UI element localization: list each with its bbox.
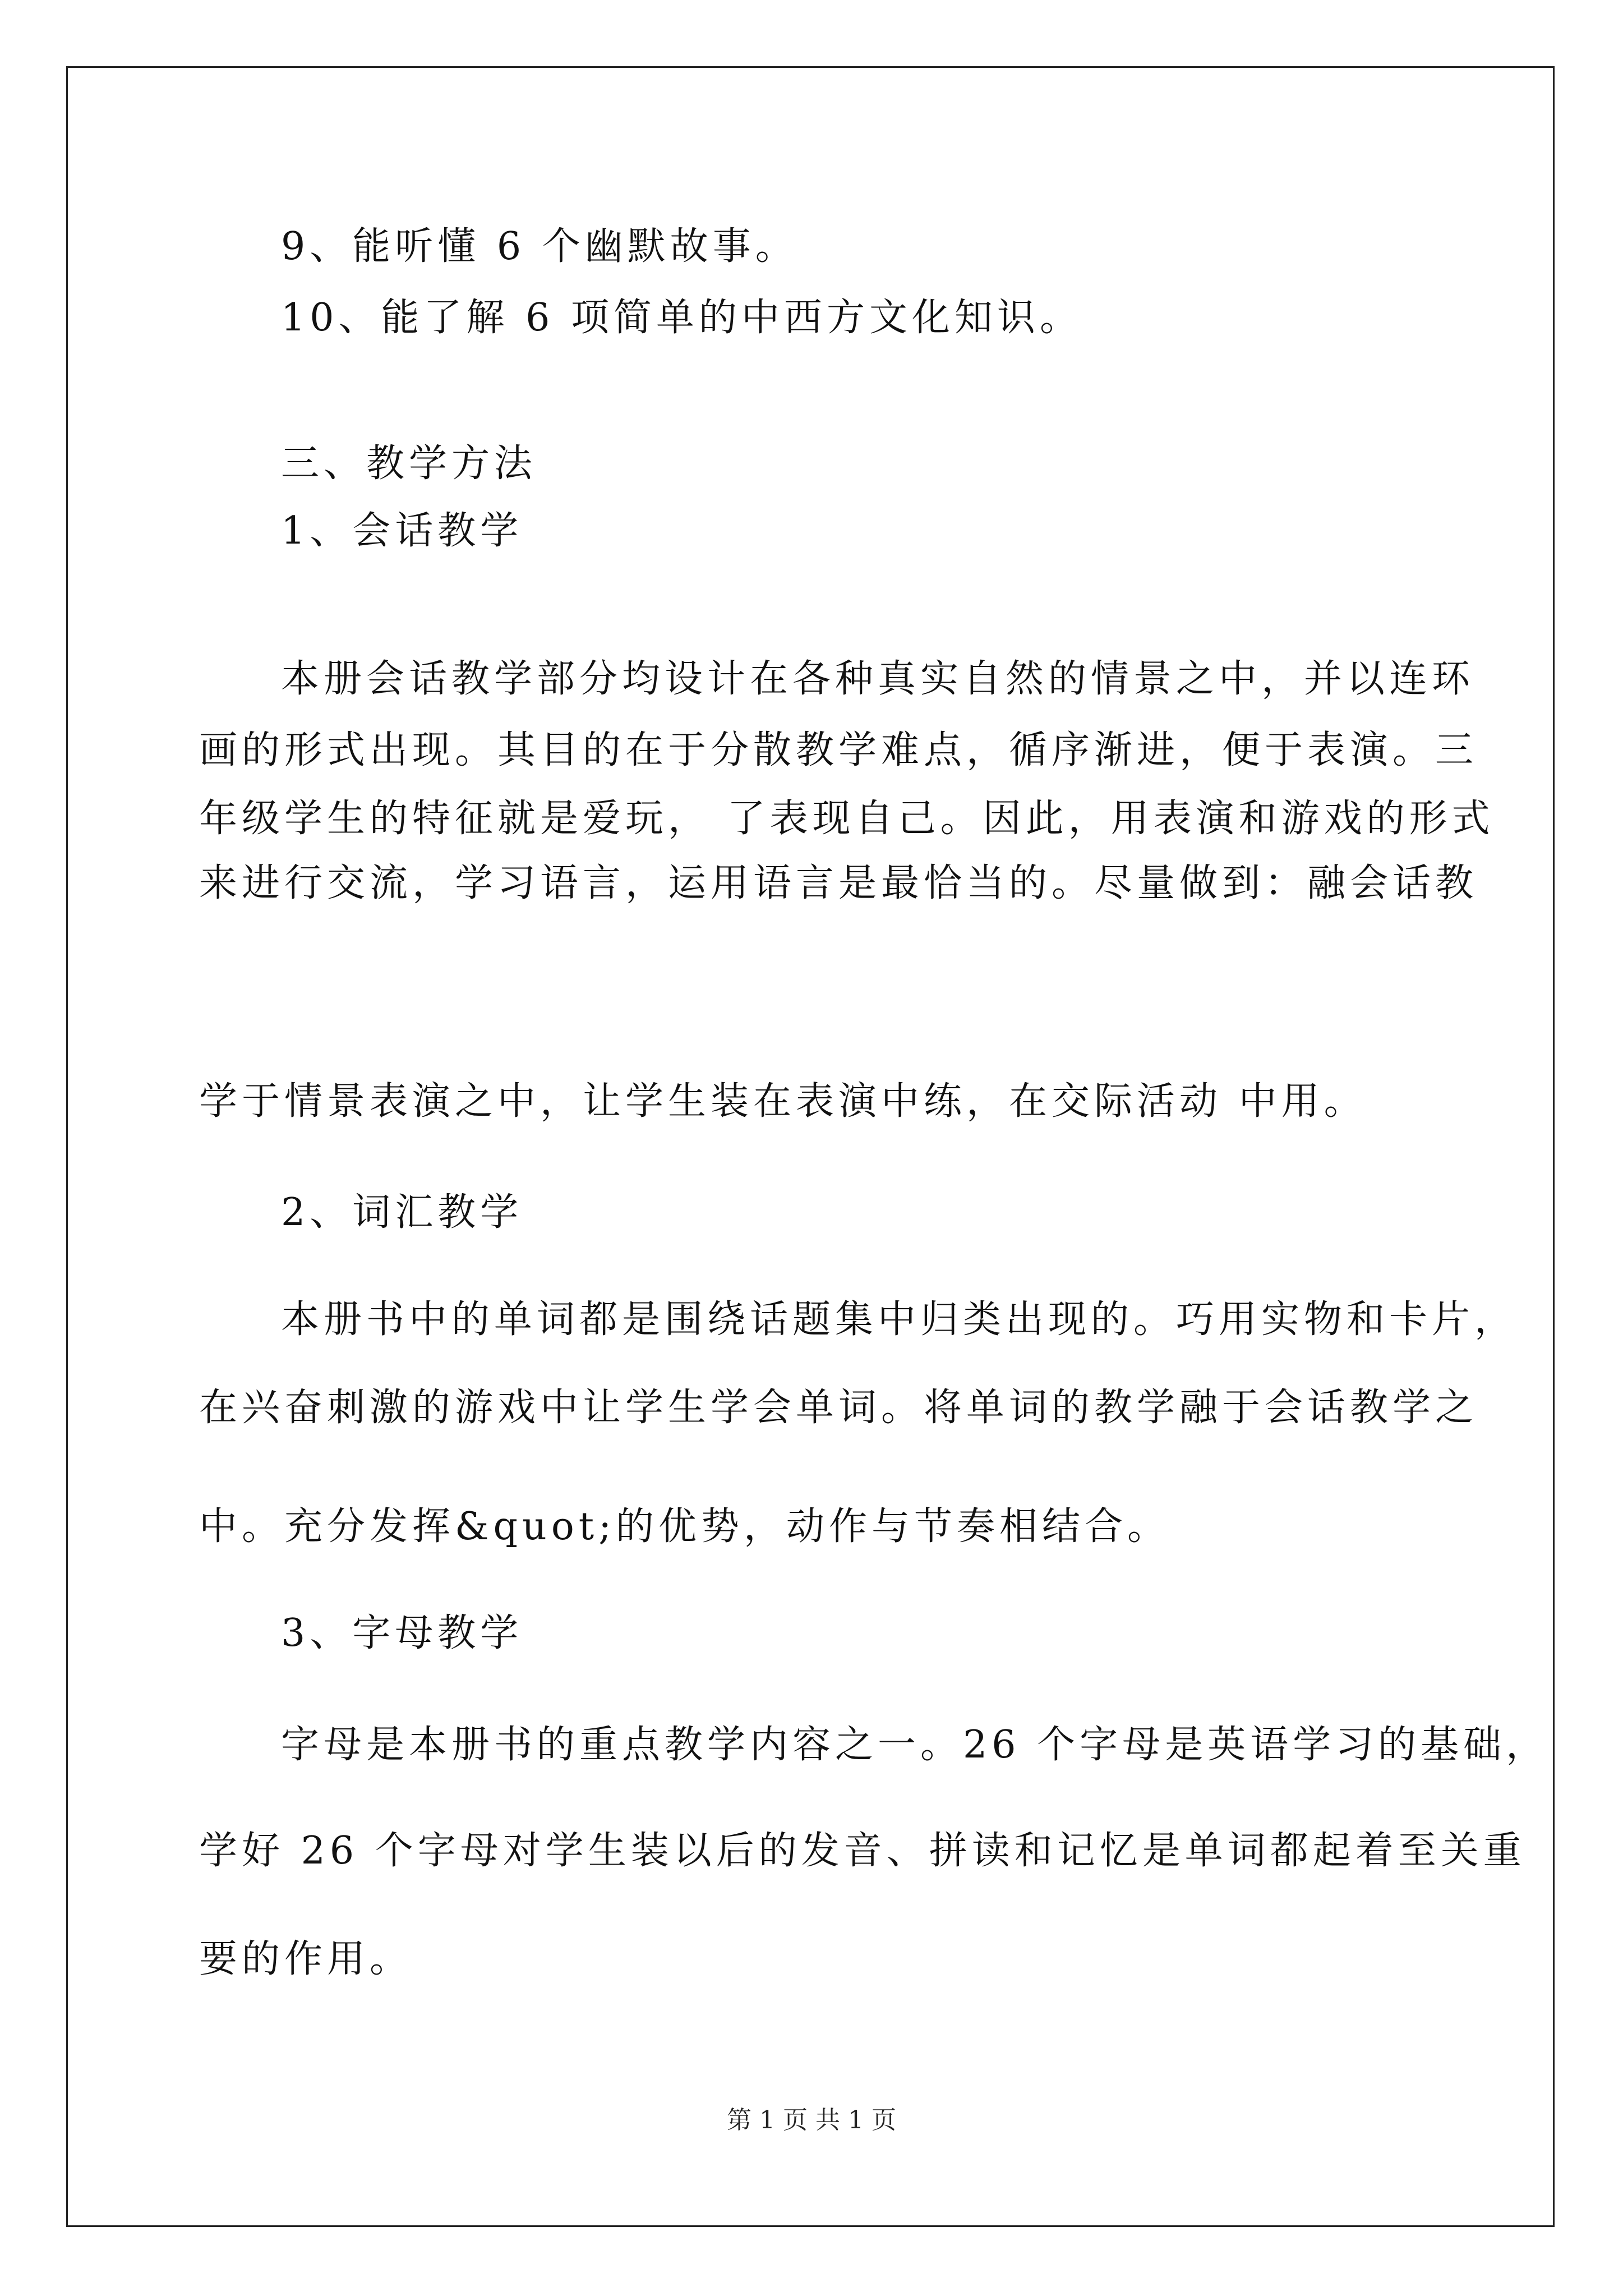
paragraph-line: 在兴奋刺激的游戏中让学生学会单词。将单词的教学融于会话教学之 bbox=[199, 1386, 1478, 1430]
subheading-alphabet-teaching: 3、字母教学 bbox=[281, 1611, 523, 1655]
paragraph-line: 字母是本册书的重点教学内容之一。26 个字母是英语学习的基础， bbox=[281, 1723, 1549, 1767]
paragraph-line: 本册会话教学部分均设计在各种真实自然的情景之中，并以连环 bbox=[281, 657, 1475, 701]
list-item-9: 9、能听懂 6 个幽默故事。 bbox=[281, 224, 798, 269]
subheading-conversation-teaching: 1、会话教学 bbox=[281, 509, 523, 553]
paragraph-line: 年级学生的特征就是爱玩， 了表现自己。因此，用表演和游戏的形式 bbox=[199, 797, 1495, 841]
subheading-vocabulary-teaching: 2、词汇教学 bbox=[281, 1190, 523, 1235]
page-footer: 第 1 页 共 1 页 bbox=[727, 2106, 896, 2134]
paragraph-line: 中。充分发挥&quot;的优势，动作与节奏相结合。 bbox=[199, 1504, 1170, 1549]
paragraph-line: 本册书中的单词都是围绕话题集中归类出现的。巧用实物和卡片， bbox=[281, 1297, 1518, 1342]
page-border bbox=[66, 66, 1555, 2227]
paragraph-line: 画的形式出现。其目的在于分散教学难点，循序渐进，便于表演。三 bbox=[199, 728, 1478, 772]
paragraph-line: 学好 26 个字母对学生装以后的发音、拼读和记忆是单词都起着至关重 bbox=[199, 1829, 1526, 1873]
paragraph-line: 要的作用。 bbox=[199, 1937, 413, 1981]
paragraph-line: 学于情景表演之中，让学生装在表演中练，在交际活动 中用。 bbox=[199, 1079, 1367, 1124]
section-heading-teaching-methods: 三、教学方法 bbox=[281, 441, 537, 486]
paragraph-line: 来进行交流，学习语言，运用语言是最恰当的。尽量做到：融会话教 bbox=[199, 861, 1478, 905]
list-item-10: 10、能了解 6 项简单的中西方文化知识。 bbox=[281, 296, 1083, 340]
